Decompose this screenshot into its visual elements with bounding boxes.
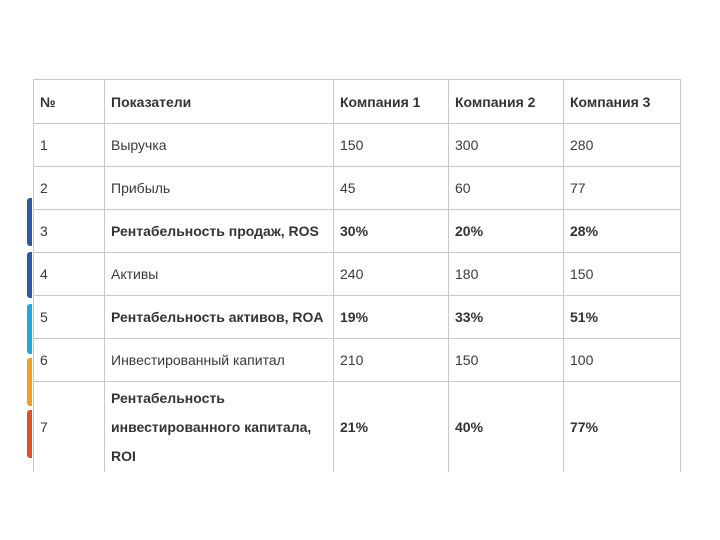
side-tab-5[interactable] [27,410,32,458]
table-row [34,339,681,382]
cell-company-3: 280 [564,124,681,167]
cell-company-1: 210 [334,339,449,382]
cell-company-2: 20% [449,210,564,253]
table-row [34,296,681,339]
row-number: 6 [34,339,105,382]
table-row [34,382,681,473]
side-tab-3[interactable] [27,304,32,354]
cell-company-1: 45 [334,167,449,210]
cell-company-2: 33% [449,296,564,339]
cell-company-2: 300 [449,124,564,167]
row-number: 1 [34,124,105,167]
cell-company-1: 240 [334,253,449,296]
cell-company-1: 30% [334,210,449,253]
cell-company-2: 180 [449,253,564,296]
header-company-3: Компания 3 [564,80,681,124]
cell-company-3: 77 [564,167,681,210]
row-number: 3 [34,210,105,253]
cell-company-1: 21% [334,382,449,473]
header-company-2: Компания 2 [449,80,564,124]
row-label: Прибыль [105,167,334,210]
indicators-table [33,79,680,472]
cell-company-2: 150 [449,339,564,382]
table-row [34,167,681,210]
header-company-1: Компания 1 [334,80,449,124]
row-label: Рентабельность инвестированного капитала, ROI [105,382,334,473]
cell-company-3: 100 [564,339,681,382]
cell-company-1: 19% [334,296,449,339]
cell-company-3: 51% [564,296,681,339]
header-indicators: Показатели [105,80,334,124]
table-row [34,253,681,296]
cell-company-3: 28% [564,210,681,253]
row-label: Рентабельность продаж, ROS [105,210,334,253]
cell-company-2: 40% [449,382,564,473]
cell-company-2: 60 [449,167,564,210]
row-number: 2 [34,167,105,210]
side-tab-1[interactable] [27,198,32,246]
table-header-row [34,80,681,124]
row-label: Выручка [105,124,334,167]
header-number: № [34,80,105,124]
row-number: 4 [34,253,105,296]
row-number: 5 [34,296,105,339]
side-tab-2[interactable] [27,252,32,298]
row-label: Инвестированный капитал [105,339,334,382]
cell-company-3: 150 [564,253,681,296]
table-row [34,210,681,253]
table-row [34,124,681,167]
cell-company-3: 77% [564,382,681,473]
cell-company-1: 150 [334,124,449,167]
row-label: Рентабельность активов, ROA [105,296,334,339]
row-number: 7 [34,382,105,473]
row-label: Активы [105,253,334,296]
side-tab-4[interactable] [27,358,32,406]
